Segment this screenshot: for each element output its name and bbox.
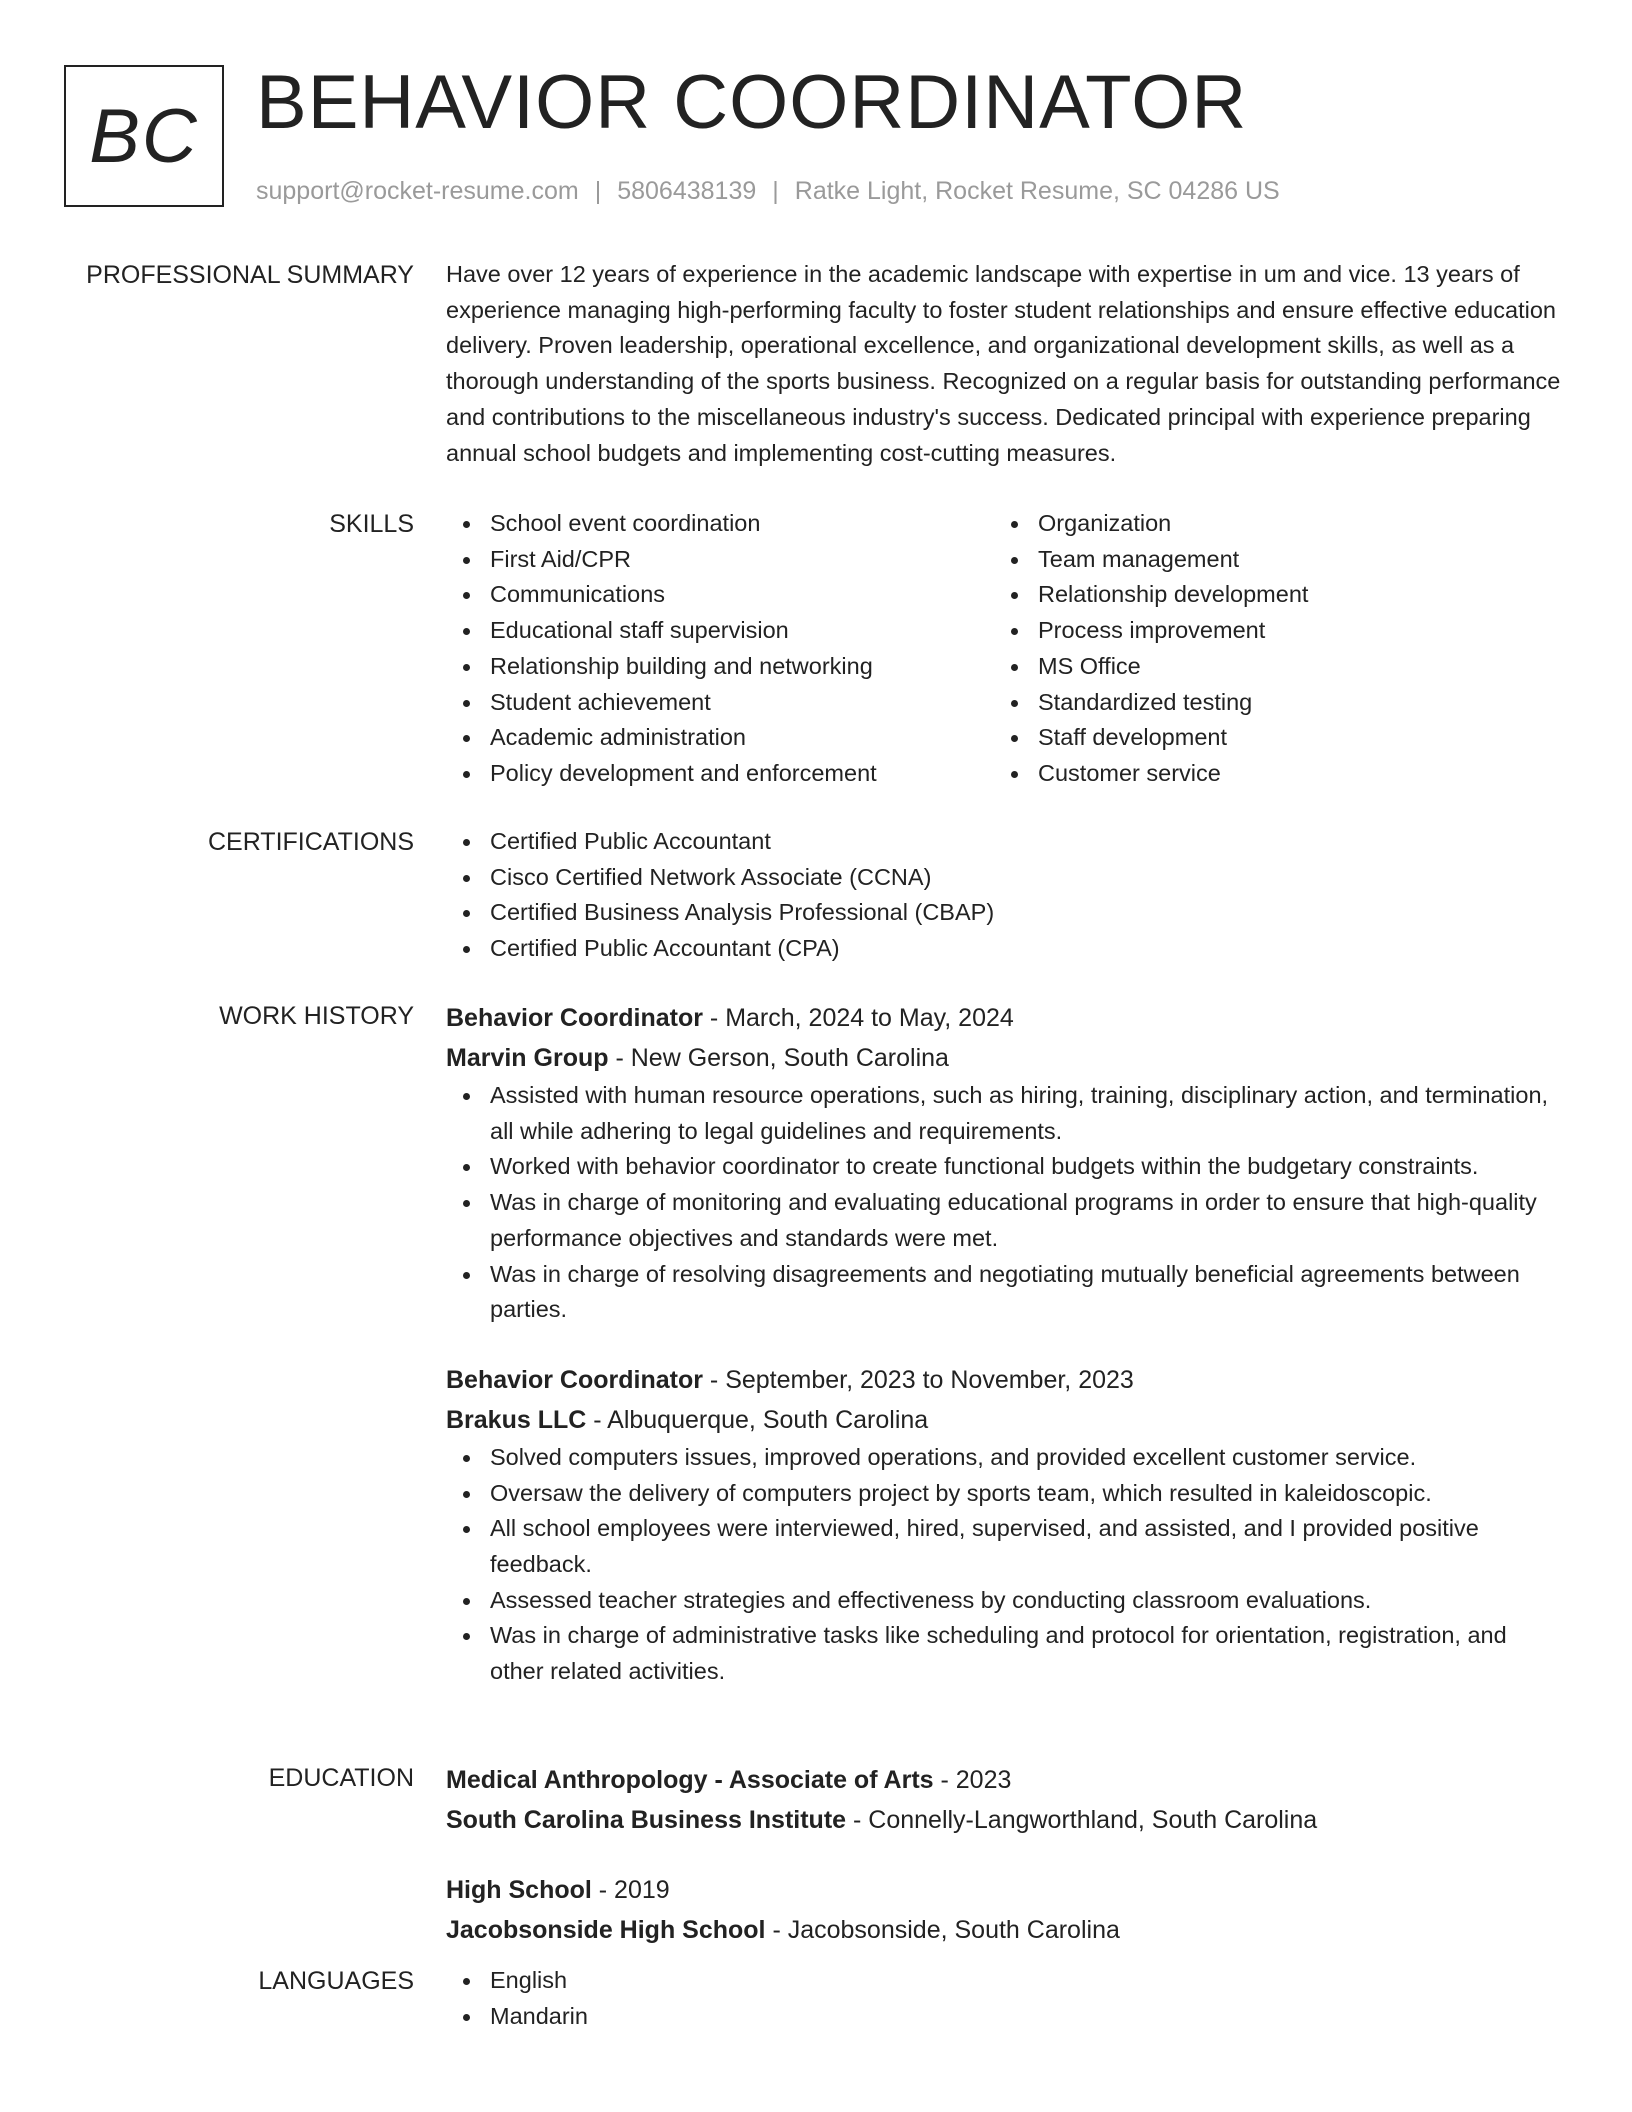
- contact-email[interactable]: support@rocket-resume.com: [256, 177, 579, 205]
- list-item: Was in charge of monitoring and evaluating educational programs in order to ensure that high-quality performance objectives and standards were met.: [446, 1185, 1566, 1256]
- languages-body: [446, 1963, 1566, 2034]
- resume-title: BEHAVIOR COORDINATOR: [256, 60, 1248, 145]
- list-item: Solved computers issues, improved operations, and provided excellent customer service.: [446, 1440, 1566, 1476]
- list-item: First Aid/CPR: [446, 542, 994, 578]
- job-entry: [446, 1360, 1566, 1690]
- education-location: - Connelly-Langworthland, South Carolina: [846, 1806, 1318, 1834]
- contact-address: Ratke Light, Rocket Resume, SC 04286 US: [794, 177, 1280, 205]
- job-location: - Albuquerque, South Carolina: [586, 1405, 929, 1434]
- education-entry: [446, 1760, 1566, 1840]
- list-item: Customer service: [994, 756, 1542, 792]
- summary-text: Have over 12 years of experience in the academic landscape with expertise in um and vice. 13 years of experience managing high-performing faculty to foster student relationships and ensure effective education delivery. Proven leadership, operational excellence, and organizational development skills, as well as a thorough understanding of the sports business. Recognized on a regular basis for outstanding performance and contributions to the miscellaneous industry's success. Dedicated principal with experience preparing annual school budgets and implementing cost-cutting measures.: [446, 261, 1561, 466]
- list-item: Assisted with human resource operations, such as hiring, training, disciplinary action, and termination, all while adhering to legal guidelines and requirements.: [446, 1078, 1566, 1149]
- list-item: Mandarin: [446, 1999, 1566, 2035]
- job-company-line: [446, 1400, 1566, 1440]
- job-company: Marvin Group: [446, 1044, 609, 1072]
- skills-list-left: [446, 506, 994, 792]
- list-item: Was in charge of resolving disagreements and negotiating mutually beneficial agreements between parties.: [446, 1257, 1566, 1328]
- skills-columns: [446, 506, 1566, 792]
- section-label-skills: SKILLS: [329, 510, 414, 538]
- job-title-line: [446, 1360, 1566, 1400]
- education-school-line: [446, 1910, 1566, 1950]
- education-school-line: [446, 1800, 1566, 1840]
- job-entry: [446, 998, 1566, 1328]
- list-item: Certified Public Accountant (CPA): [446, 931, 1566, 967]
- education-degree: High School: [446, 1876, 592, 1904]
- section-label-languages: LANGUAGES: [258, 1967, 414, 1995]
- list-item: Policy development and enforcement: [446, 756, 994, 792]
- list-item: Certified Business Analysis Professional (CBAP): [446, 895, 1566, 931]
- contact-separator: |: [772, 177, 779, 205]
- job-dates: - September, 2023 to November, 2023: [702, 1365, 1134, 1394]
- certifications-list: [446, 824, 1566, 967]
- list-item: MS Office: [994, 649, 1542, 685]
- job-company-line: [446, 1038, 1566, 1078]
- education-year: - 2023: [933, 1766, 1012, 1794]
- section-label-education: EDUCATION: [268, 1764, 414, 1792]
- summary-body: [446, 257, 1566, 471]
- languages-list: [446, 1963, 1566, 2034]
- monogram-box: [64, 65, 224, 207]
- list-item: Assessed teacher strategies and effectiveness by conducting classroom evaluations.: [446, 1583, 1566, 1619]
- list-item: Process improvement: [994, 613, 1542, 649]
- list-item: Academic administration: [446, 720, 994, 756]
- education-school: Jacobsonside High School: [446, 1916, 766, 1944]
- list-item: Educational staff supervision: [446, 613, 994, 649]
- education-degree-line: [446, 1760, 1566, 1800]
- list-item: Relationship building and networking: [446, 649, 994, 685]
- job-dates: - March, 2024 to May, 2024: [702, 1004, 1014, 1032]
- contact-separator: |: [594, 177, 602, 205]
- education-entry: [446, 1870, 1566, 1950]
- skills-list-right: [994, 506, 1542, 792]
- list-item: Standardized testing: [994, 685, 1542, 721]
- list-item: Oversaw the delivery of computers project by sports team, which resulted in kaleidoscopic.: [446, 1476, 1566, 1512]
- education-school: South Carolina Business Institute: [446, 1806, 847, 1834]
- job-bullets: [446, 1078, 1566, 1328]
- monogram-initials: BC: [89, 93, 199, 179]
- job-location: - New Gerson, South Carolina: [608, 1044, 949, 1072]
- education-degree: Medical Anthropology - Associate of Arts: [446, 1766, 934, 1794]
- list-item: Student achievement: [446, 685, 994, 721]
- education-degree-line: [446, 1870, 1566, 1910]
- section-label-summary: PROFESSIONAL SUMMARY: [86, 261, 414, 289]
- contact-phone[interactable]: 5806438139: [617, 177, 757, 205]
- list-item: School event coordination: [446, 506, 994, 542]
- job-title: Behavior Coordinator: [446, 1365, 703, 1394]
- list-item: Staff development: [994, 720, 1542, 756]
- job-title: Behavior Coordinator: [446, 1004, 703, 1032]
- list-item: Worked with behavior coordinator to create functional budgets within the budgetary constraints.: [446, 1149, 1566, 1185]
- list-item: Certified Public Accountant: [446, 824, 1566, 860]
- contact-line: [256, 175, 1280, 207]
- list-item: Organization: [994, 506, 1542, 542]
- list-item: Cisco Certified Network Associate (CCNA): [446, 860, 1566, 896]
- work-body: [446, 998, 1566, 1690]
- job-title-line: [446, 998, 1566, 1038]
- education-body: [446, 1760, 1566, 1950]
- section-label-work: WORK HISTORY: [219, 1002, 414, 1030]
- education-year: - 2019: [591, 1876, 670, 1904]
- list-item: Team management: [994, 542, 1542, 578]
- list-item: English: [446, 1963, 1566, 1999]
- education-location: - Jacobsonside, South Carolina: [765, 1916, 1120, 1944]
- job-bullets: [446, 1440, 1566, 1690]
- list-item: Relationship development: [994, 577, 1542, 613]
- list-item: All school employees were interviewed, hired, supervised, and assisted, and I provided positive feedback.: [446, 1511, 1566, 1582]
- list-item: Was in charge of administrative tasks like scheduling and protocol for orientation, registration, and other related activities.: [446, 1618, 1566, 1689]
- list-item: Communications: [446, 577, 994, 613]
- job-company: Brakus LLC: [446, 1405, 587, 1434]
- section-label-certifications: CERTIFICATIONS: [207, 828, 414, 856]
- certifications-body: [446, 824, 1566, 967]
